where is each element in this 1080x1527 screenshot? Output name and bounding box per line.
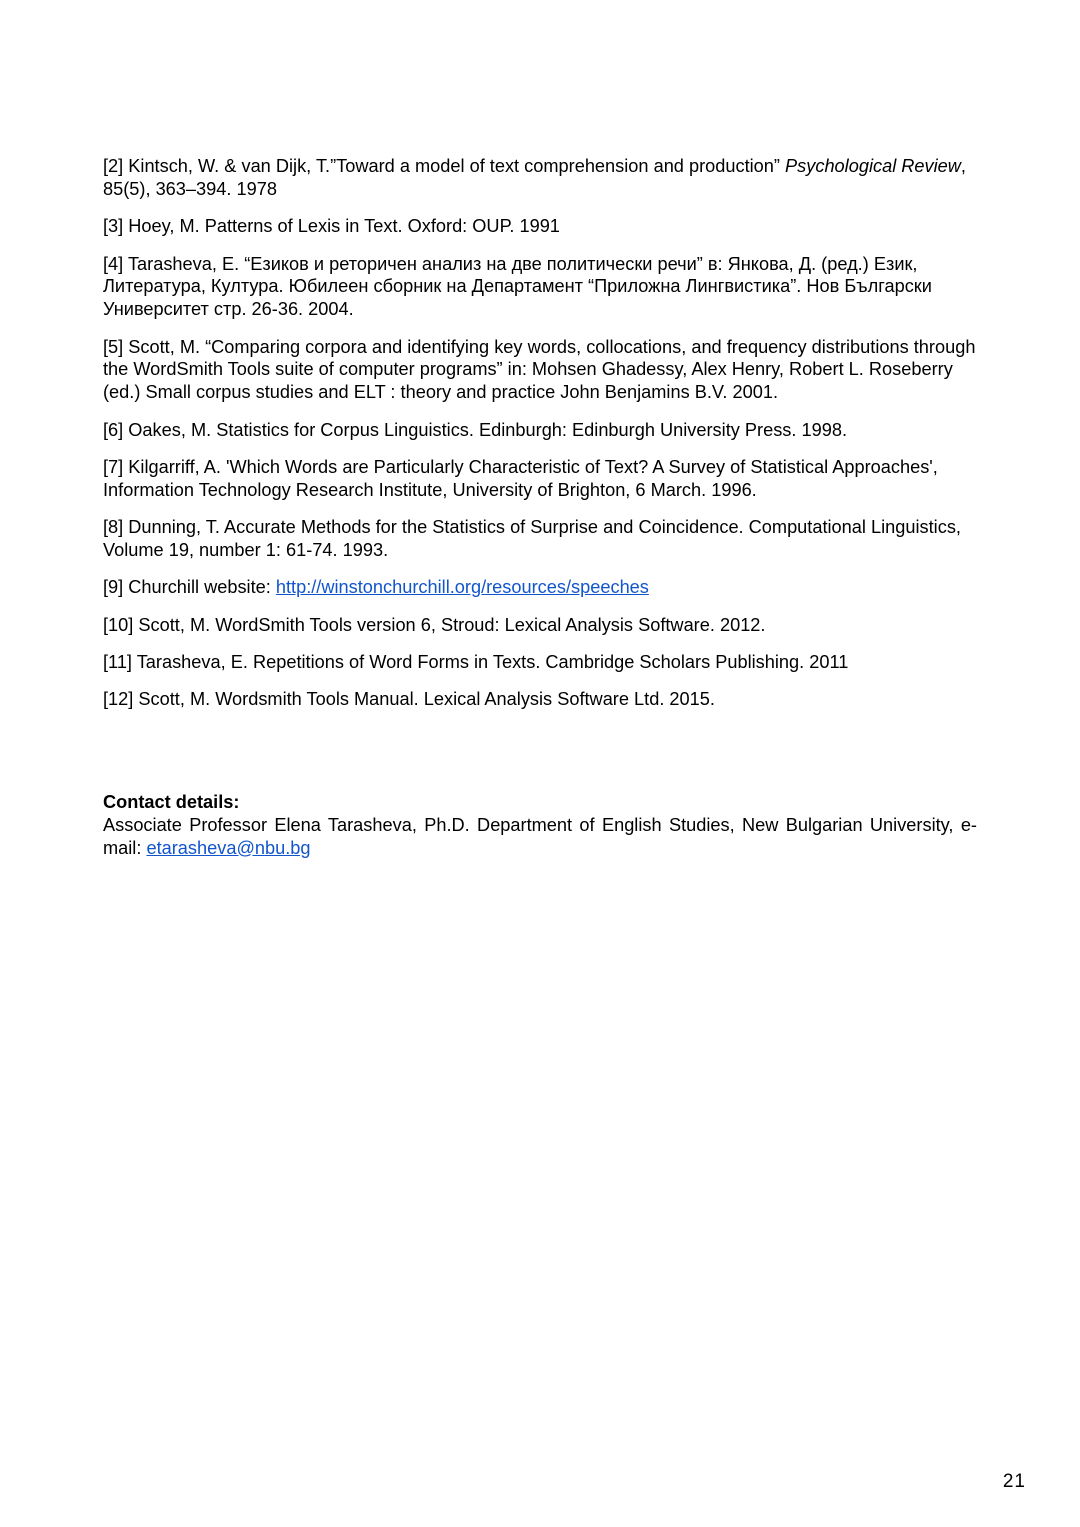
contact-body	[103, 814, 977, 860]
reference-text: [2] Kintsch, W. & van Dijk, T.”Toward a model of text comprehension and production”	[103, 156, 786, 176]
reference-item-4: [4] Tarasheva, E. “Езиков и реторичен анализ на две политически речи” в: Янкова, Д. (ред.) Език, Литература, Култура. Юбилеен сборник на Департамент “Приложна Лингвистика”. Нов Български Университет стр. 26-36. 2004.	[103, 253, 932, 320]
reference-item-8: [8] Dunning, T. Accurate Methods for the Statistics of Surprise and Coincidence. Computational Linguistics, Volume 19, number 1: 61-74. 1993.	[103, 517, 961, 560]
contact-text: Associate Professor Elena Tarasheva, Ph.D. Department of English Studies, New Bulgarian University, e-mail:	[103, 814, 977, 858]
reference-item-11: [11] Tarasheva, E. Repetitions of Word Forms in Texts. Cambridge Scholars Publishing. 2011	[103, 652, 849, 673]
churchill-website-link[interactable]: http://winstonchurchill.org/resources/speeches	[275, 577, 649, 598]
contact-section	[103, 791, 977, 859]
reference-item-12: [12] Scott, M. Wordsmith Tools Manual. Lexical Analysis Software Ltd. 2015.	[103, 689, 715, 710]
reference-item-2	[103, 155, 983, 201]
reference-list	[103, 155, 983, 726]
page-number: 21	[1002, 1471, 1026, 1492]
reference-item-3: [3] Hoey, M. Patterns of Lexis in Text. Oxford: OUP. 1991	[103, 216, 560, 237]
reference-item-10: [10] Scott, M. WordSmith Tools version 6, Stroud: Lexical Analysis Software. 2012.	[103, 614, 766, 635]
reference-item-6: [6] Oakes, M. Statistics for Corpus Linguistics. Edinburgh: Edinburgh University Press. 1998.	[103, 419, 848, 440]
reference-text: [9] Churchill website:	[103, 577, 276, 598]
email-link[interactable]: etarasheva@nbu.bg	[146, 837, 311, 858]
contact-heading: Contact details:	[103, 792, 240, 812]
reference-text: , 85(5), 363–394. 1978	[103, 156, 966, 199]
reference-item-5: [5] Scott, M. “Comparing corpora and identifying key words, collocations, and frequency distributions through the WordSmith Tools suite of computer programs” in: Mohsen Ghadessy, Alex Henry, Robert L. Roseberry (ed.) Small corpus studies and ELT : theory and practice John Benjamins B.V. 2001.	[103, 336, 976, 403]
journal-title: Psychological Review	[785, 156, 961, 176]
reference-item-9	[103, 576, 983, 599]
reference-item-7: [7] Kilgarriff, A. 'Which Words are Particularly Characteristic of Text? A Survey of Statistical Approaches', Information Technology Research Institute, University of Brighton, 6 March. 1996.	[103, 456, 938, 500]
